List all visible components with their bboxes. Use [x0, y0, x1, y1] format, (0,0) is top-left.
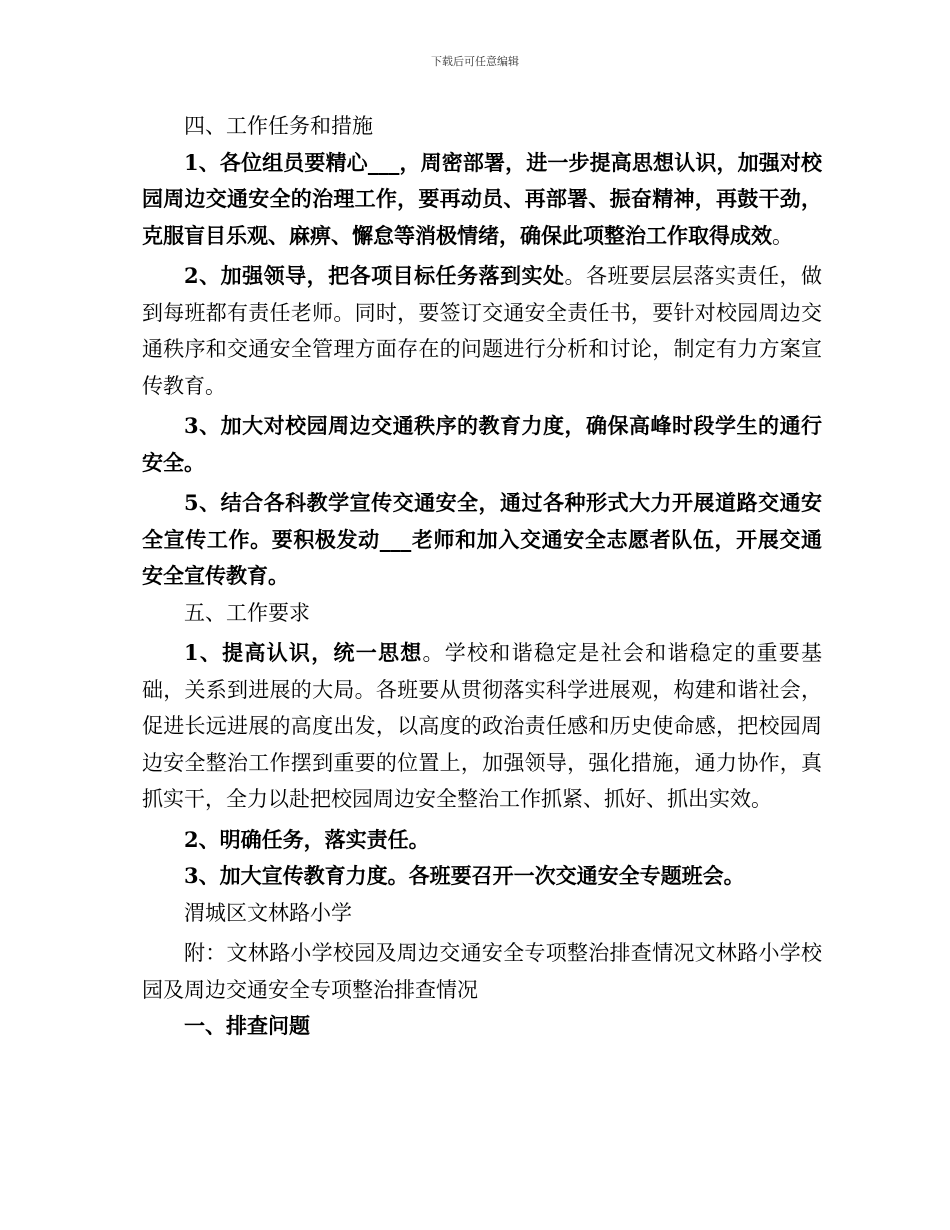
paragraph-5-2: 2、明确任务，落实责任。 — [184, 826, 430, 852]
page-header: 下载后可任意编辑 — [431, 55, 519, 68]
paragraph-4-2-text: 。各班要层层落实责任，做到每班都有责任老师。同时，要签订交通安全责任书，要针对校园周边交通秩序和交通安全管理方面存在的问题进行分析和讨论，制定有力方案宣传教育。 — [142, 264, 822, 398]
paragraph-4-5: 5、结合各科教学宣传交通安全，通过各种形式大力开展道路交通安全宣传工作。要积极发动___老师和加入交通安全志愿者队伍，开展交通安全宣传教育。 — [142, 490, 822, 588]
paragraph-4-1 — [142, 145, 822, 255]
paragraph-5-1-text: 。学校和谐稳定是社会和谐稳定的重要基础，关系到进展的大局。各班要从贯彻落实科学进展观，构建和谐社会，促进长远进展的高度出发，以高度的政治责任感和历史使命感，把校园周边安全整治工作摆到重要的位置上，加强领导，强化措施，通力协作，真抓实干，全力以赴把校园周边安全整治工作抓紧、抓好、抓出实效。 — [142, 641, 822, 811]
paragraph-4-2 — [142, 258, 822, 404]
section-title-5: 五、工作要求 — [184, 600, 310, 625]
paragraph-4-1-text: 1、各位组员要精心___，周密部署，进一步提高思想认识，加强对校园周边交通安全的治理工作，要再动员、再部署、振奋精神，再鼓干劲，克服盲目乐观、麻痹、懈怠等消极情绪，确保此项整治工作取得成效 — [142, 149, 822, 248]
paragraph-4-3: 3、加大对校园周边交通秩序的教育力度，确保高峰时段学生的通行安全。 — [142, 413, 822, 475]
paragraph-5-1 — [142, 635, 822, 818]
section-title-4: 四、工作任务和措施 — [184, 114, 373, 138]
section-title-1: 一、排查问题 — [184, 1013, 310, 1038]
attachment-note: 附：文林路小学校园及周边交通安全专项整治排查情况文林路小学校园及周边交通安全专项整治排查情况 — [142, 941, 822, 1002]
paragraph-5-1-lead: 1、提高认识，统一思想 — [184, 640, 423, 665]
paragraph-5-3: 3、加大宣传教育力度。各班要召开一次交通安全专题班会。 — [184, 863, 745, 888]
paragraph-4-2-lead: 2、加强领导，把各项目标任务落到实处 — [184, 263, 565, 288]
paragraph-4-1-end: 。 — [772, 223, 793, 248]
school-name: 渭城区文林路小学 — [184, 900, 352, 925]
document-body — [142, 108, 822, 1045]
